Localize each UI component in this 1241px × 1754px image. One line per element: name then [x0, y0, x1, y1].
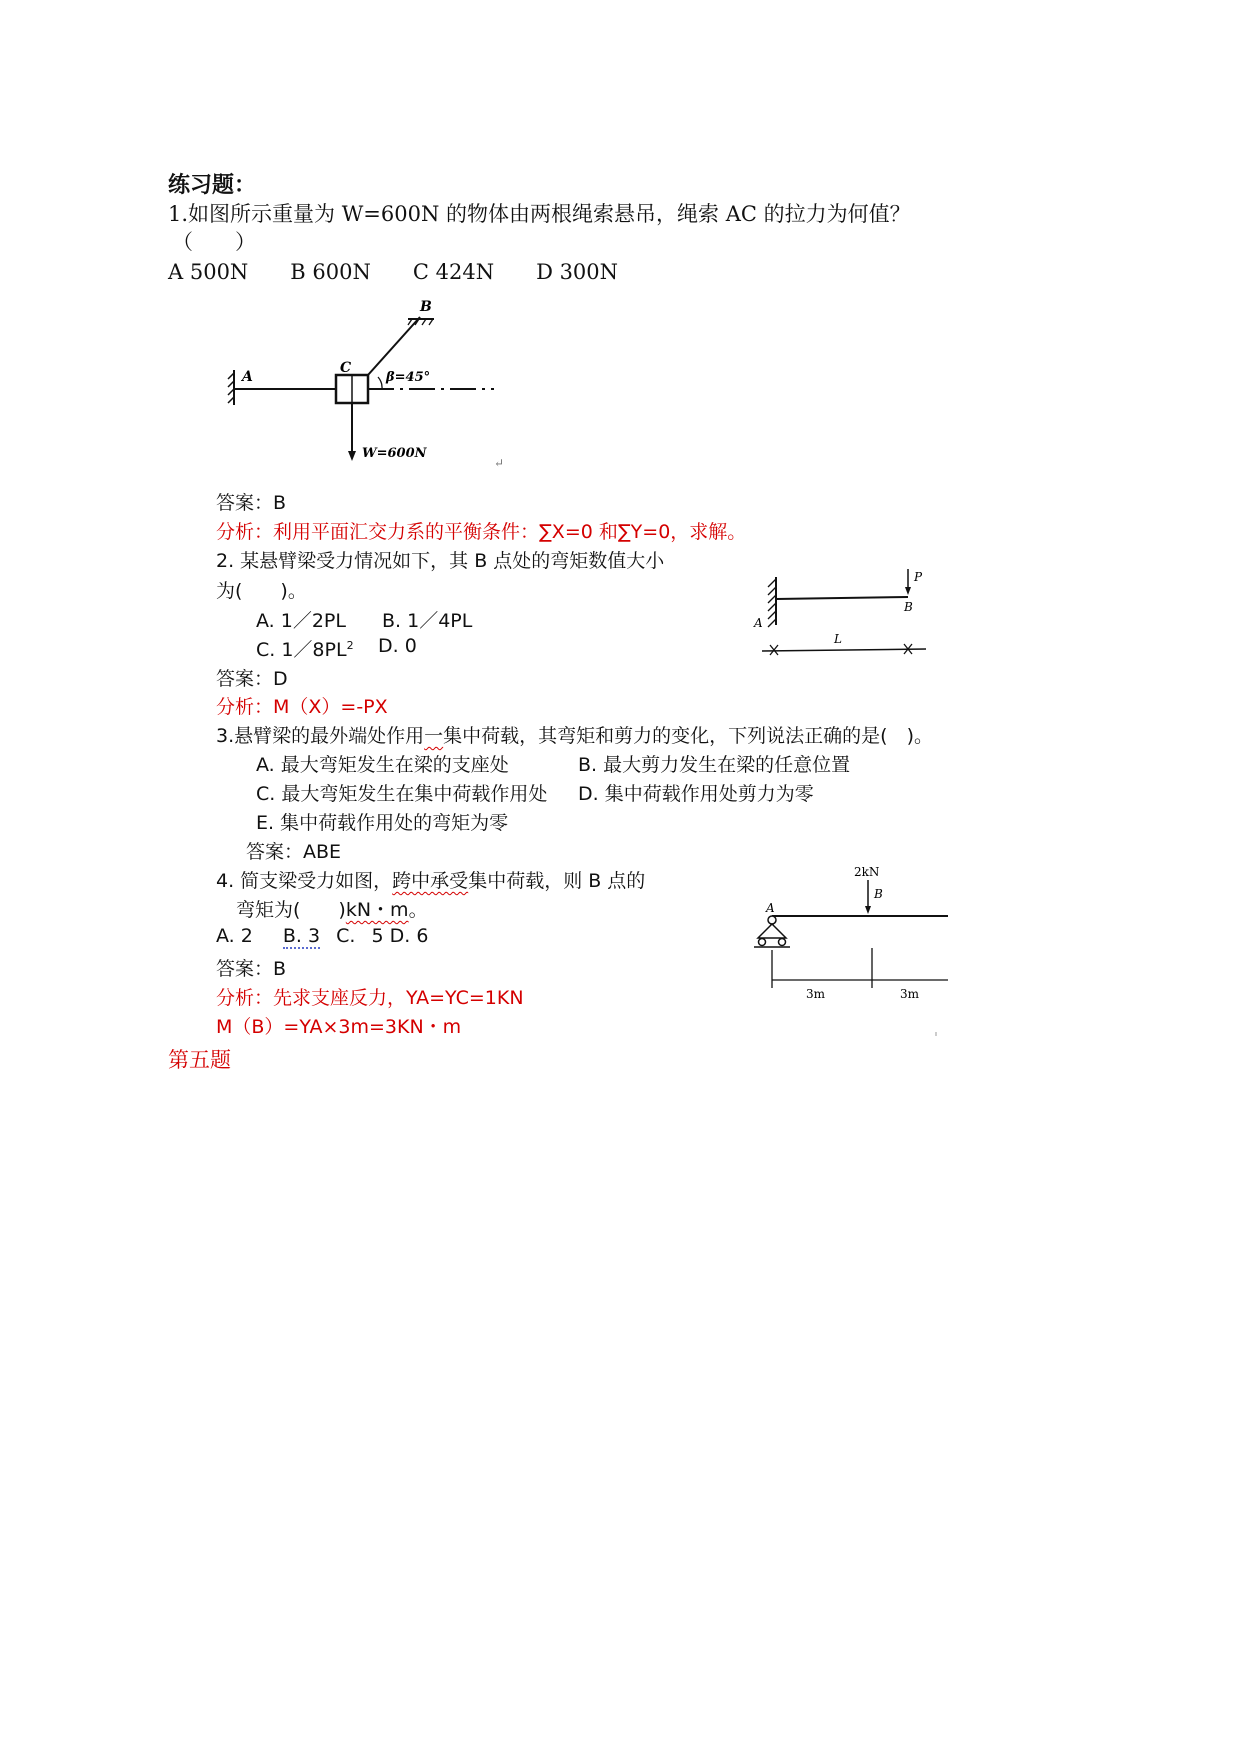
q3-option-a: A. 最大弯矩发生在梁的支座处	[256, 754, 509, 776]
exercise-title: 练习题：	[168, 172, 257, 198]
q4-option-c: C.	[336, 925, 356, 947]
q1-figure-para-mark: ↵	[494, 456, 505, 470]
q1-stem: 1.如图所示重量为 W=600N 的物体由两根绳索悬吊，绳索 AC 的拉力为何值？	[168, 202, 911, 226]
q4-stem	[216, 866, 645, 893]
q2-option-c	[256, 635, 354, 662]
q4-option-b: B. 3	[282, 925, 321, 947]
q4-option-c-d: 5 D. 6	[371, 925, 429, 947]
q1-label-c: C	[340, 360, 352, 376]
q4-stem2-pre: 弯矩为( )	[236, 899, 346, 921]
q2-figure	[750, 565, 940, 665]
q4-label-b: B	[874, 887, 883, 901]
q3-stem-pre: 3.悬臂梁的最外端处作用	[216, 725, 425, 747]
q2-label-b: B	[904, 600, 913, 614]
q4-stem2-unit: kN・m	[345, 899, 409, 921]
q3-option-c: C. 最大弯矩发生在集中荷载作用处	[256, 783, 548, 805]
q1-analysis: 分析：利用平面汇交力系的平衡条件：∑X=0 和∑Y=0，求解。	[216, 521, 747, 543]
q4-option-a: A. 2	[216, 925, 253, 947]
q2-option-b: B. 1／4PL	[382, 610, 473, 632]
q4-analysis2: M（B）=YA×3m=3KN・m	[216, 1016, 462, 1038]
q4-span2-label: 3m	[900, 987, 920, 1001]
q4-stem-wavy: 跨中承受	[392, 870, 469, 892]
q4-figure	[750, 862, 950, 1042]
q2-option-c-exponent: 2	[346, 639, 354, 652]
q2-option-c-text: C. 1／8PL	[256, 639, 347, 661]
q2-option-d: D. 0	[378, 635, 417, 657]
q1-weight-label: W=600N	[362, 446, 427, 461]
q3-stem-wavy: 一	[424, 725, 444, 747]
q2-stem2: 为( )。	[216, 580, 307, 602]
q1-blank: （ ）	[172, 230, 256, 254]
q2-stem: 2. 某悬臂梁受力情况如下，其 B 点处的弯矩数值大小	[216, 550, 665, 572]
q1-label-a: A	[242, 369, 253, 385]
q2-analysis: 分析：M（X）=-PX	[216, 696, 388, 718]
q4-options	[216, 925, 428, 947]
q4-stem2	[236, 895, 428, 922]
q4-stem2-post: 。	[408, 899, 428, 921]
q3-option-b: B. 最大剪力发生在梁的任意位置	[578, 754, 851, 776]
q1-label-b: B	[420, 299, 432, 315]
section-five-heading: 第五题	[168, 1048, 231, 1072]
q3-stem	[216, 721, 933, 748]
q1-answer: 答案：B	[216, 492, 287, 514]
q2-option-a: A. 1／2PL	[256, 610, 346, 632]
q4-span1-label: 3m	[806, 987, 826, 1001]
q2-label-l: L	[834, 632, 842, 646]
q3-answer: 答案：ABE	[246, 841, 342, 863]
q3-option-e: E. 集中荷载作用处的弯矩为零	[256, 812, 509, 834]
q2-label-a: A	[754, 616, 763, 630]
q1-options: A 500N B 600N C 424N D 300N	[168, 260, 619, 284]
q2-label-p: P	[914, 570, 923, 584]
q4-load-label: 2kN	[854, 865, 880, 879]
q4-label-a: A	[766, 901, 775, 915]
q2-answer: 答案：D	[216, 668, 288, 690]
q1-figure	[220, 295, 520, 475]
q3-option-d: D. 集中荷载作用处剪力为零	[578, 783, 814, 805]
q4-stem-pre: 4. 简支梁受力如图，	[216, 870, 393, 892]
q4-analysis: 分析：先求支座反力，YA=YC=1KN	[216, 987, 524, 1009]
q1-angle-label: β=45°	[386, 370, 431, 385]
q4-answer: 答案：B	[216, 958, 287, 980]
q3-stem-post: 集中荷载，其弯矩和剪力的变化，下列说法正确的是( )。	[443, 725, 933, 747]
q4-stem-post: 集中荷载，则 B 点的	[468, 870, 646, 892]
